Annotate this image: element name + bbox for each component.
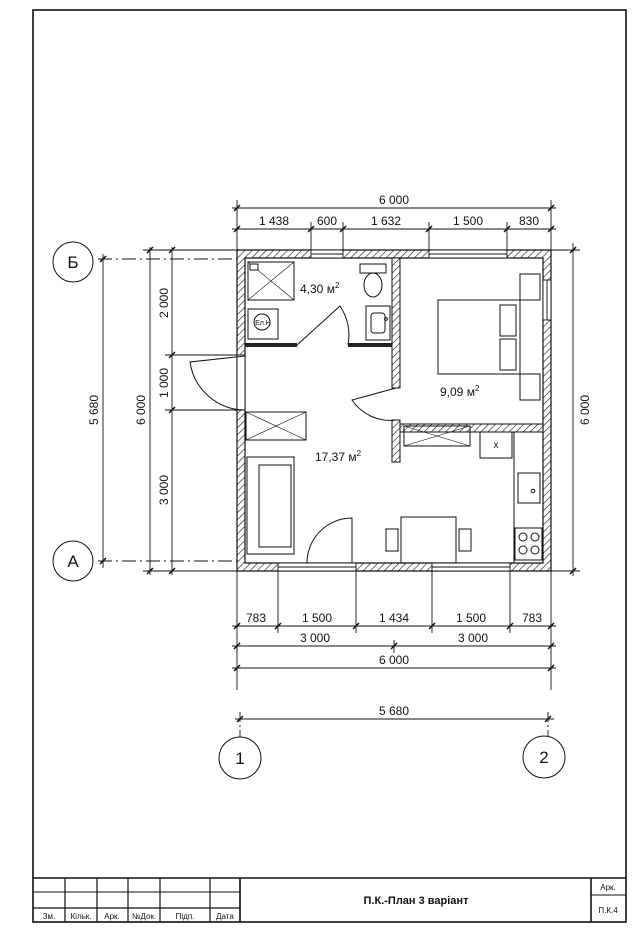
drawing-title: П.К.-План 3 варіант [363,895,469,907]
tb-col-doc: №Док. [131,912,157,921]
top-seg-3: 1 632 [370,214,402,228]
left-seg-2: 1 000 [157,367,171,399]
tb-col-pidp: Підп. [175,912,195,921]
bathroom-area: 4,30 $м^2$ [300,281,340,296]
axis-distance-x: 5 680 [378,704,410,718]
right-total-dim: 6 000 [578,394,592,426]
bottom-seg-3: 1 434 [378,611,410,625]
dining-table [401,517,456,563]
stove [515,528,542,560]
living-area: 17,37 $м^2$ [315,449,362,464]
tb-col-data: Дата [216,912,234,921]
axis-label-b: Б [67,253,79,272]
bottom-seg-2: 1 500 [301,611,333,625]
bottom-total-dim: 6 000 [378,653,410,667]
axis-label-a: А [67,552,79,571]
bottom-seg-4: 1 500 [455,611,487,625]
bed [438,300,520,374]
sheet-number: П.К.4 [598,906,618,915]
top-seg-2: 600 [316,214,338,228]
top-seg-4: 1 500 [452,214,484,228]
left-axis-distance: 5 680 [87,394,101,426]
bottom-half-1: 3 000 [299,631,331,645]
toilet [360,264,386,273]
top-seg-1: 1 438 [258,214,290,228]
left-total-dim: 6 000 [134,394,148,426]
walls [237,250,551,571]
title-block [33,878,626,922]
tb-col-kilk: Кільк. [70,912,92,921]
sheet-label: Арк. [600,883,616,892]
drawing-frame [33,10,626,922]
bottom-seg-5: 783 [521,611,543,625]
right-dimension [551,243,580,576]
top-total-dim: 6 000 [378,193,410,207]
top-seg-5: 830 [518,214,540,228]
boiler-label: Ел.Н [255,320,271,327]
sofa [247,457,294,554]
tb-col-zm: Зм. [42,912,56,921]
fridge-label: x [493,440,499,451]
left-seg-1: 2 000 [157,287,171,319]
axis-label-2: 2 [539,748,549,767]
bathroom-sink [366,306,390,340]
axis-label-1: 1 [235,749,245,768]
bedroom-area: 9,09 $м^2$ [440,384,480,399]
tb-col-ark: Арк. [104,912,120,921]
bottom-seg-1: 783 [245,611,267,625]
bottom-half-2: 3 000 [457,631,489,645]
left-seg-3: 3 000 [157,474,171,506]
